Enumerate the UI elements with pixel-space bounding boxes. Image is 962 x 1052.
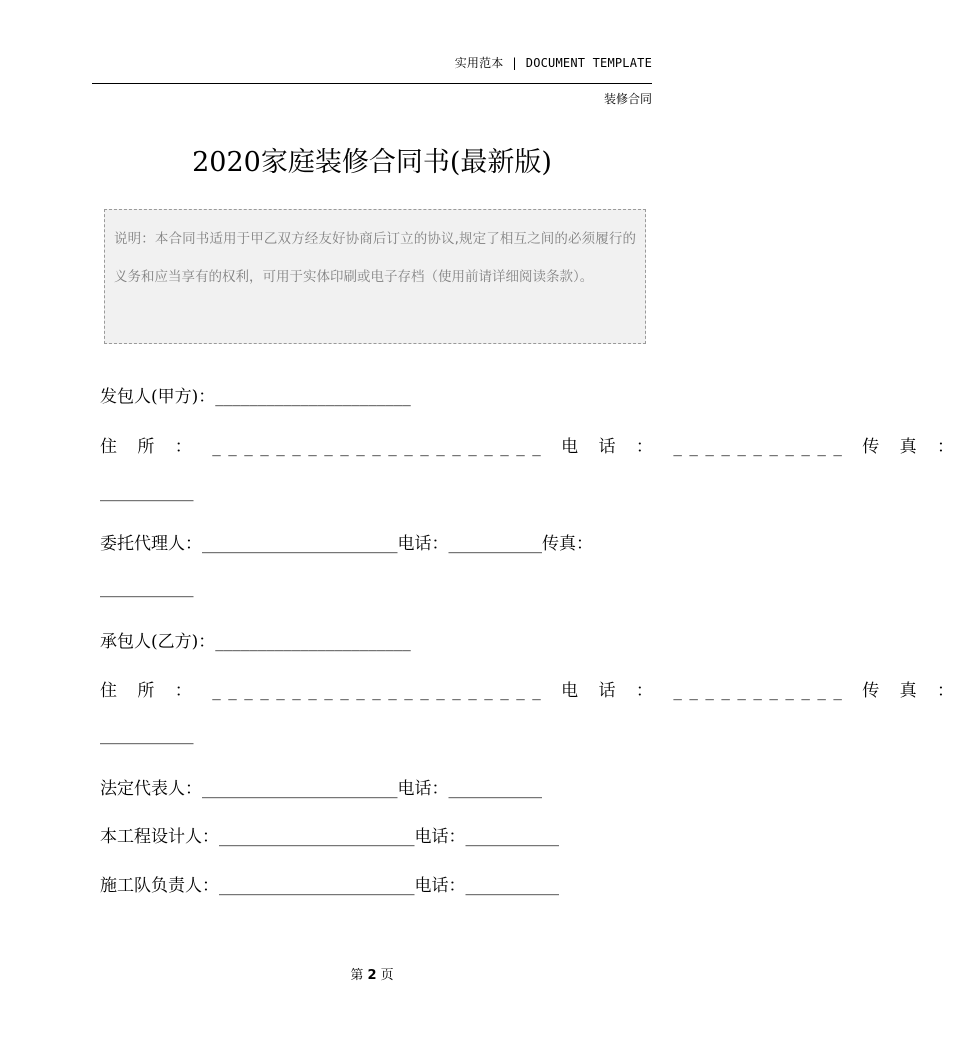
party-b-fax-blank: ___________ <box>100 725 194 745</box>
document-brand: 实用范本 | DOCUMENT TEMPLATE <box>454 56 652 70</box>
party-a-fax-blank: ___________ <box>100 482 194 502</box>
page-footer <box>0 964 744 983</box>
party-a-address-line: 住 所 ： _____________________ 电 话 ： ___________ 传 真 ： <box>100 437 962 457</box>
agent-line: 委托代理人：_______________________电话：___________传真： <box>100 534 593 554</box>
page-prefix: 第 <box>350 968 364 983</box>
document-title: 2020家庭装修合同书(最新版) <box>192 147 552 178</box>
explanation-box <box>104 209 646 344</box>
page-number: 2 <box>367 968 377 983</box>
header-rule <box>92 83 652 84</box>
party-a-line: 发包人(甲方)：_______________________ <box>100 387 411 407</box>
designer-line: 本工程设计人：_______________________电话：___________ <box>100 827 559 847</box>
party-b-address-line: 住 所 ： _____________________ 电 话 ： ___________ 传 真 ： <box>100 681 962 701</box>
construction-leader-line: 施工队负责人：_______________________电话：___________ <box>100 876 559 896</box>
document-category: 装修合同 <box>603 92 652 106</box>
explanation-text: 说明：本合同书适用于甲乙双方经友好协商后订立的协议,规定了相互之间的必须履行的义务和应当享有的权利，可用于实体印刷或电子存档（使用前请详细阅读条款）。 <box>114 231 636 285</box>
page-suffix: 页 <box>380 968 394 983</box>
legal-representative-line: 法定代表人：_______________________电话：___________ <box>100 779 542 799</box>
party-b-line: 承包人(乙方)：_______________________ <box>100 632 411 652</box>
agent-fax-blank: ___________ <box>100 578 194 598</box>
